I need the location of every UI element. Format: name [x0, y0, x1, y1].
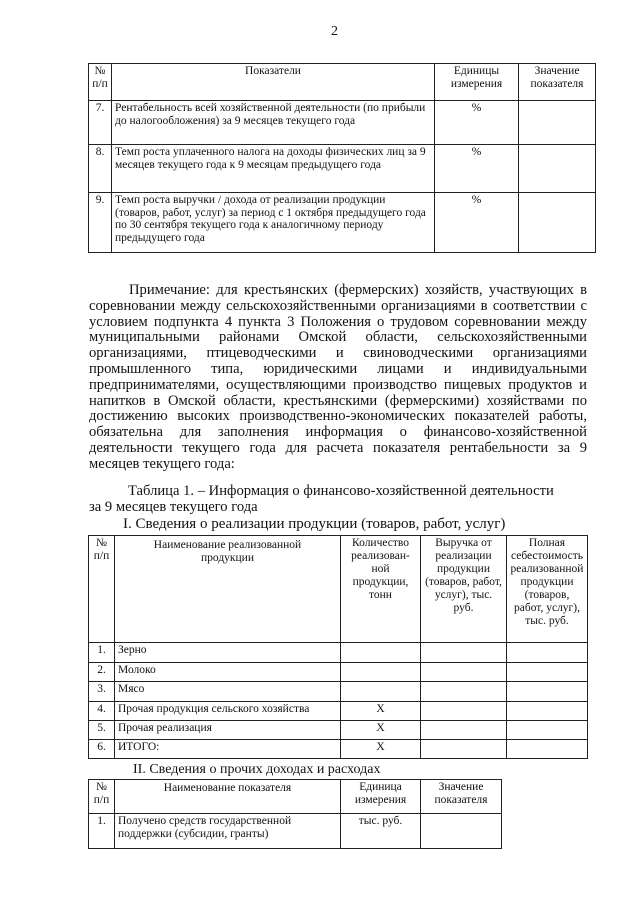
header-value: Значение показателя: [519, 64, 596, 101]
row-cost[interactable]: [507, 643, 588, 663]
table-row: [89, 101, 596, 145]
header-product-name: Наименование реализованной продукции: [115, 536, 341, 643]
row-quantity[interactable]: [341, 643, 421, 663]
row-value[interactable]: [421, 814, 502, 849]
page-number: 2: [331, 24, 338, 39]
header-cost: Полная себестоимость реализованной продукции (товаров, работ, услуг), тыс. руб.: [507, 536, 588, 643]
row-num: 8.: [89, 145, 112, 193]
note-text: Примечание: для крестьянских (фермерских) хозяйств, участвующих в соревновании между сельскохозяйственными организациями в соответствии с условием подпункта 4 пункта 3 Положения о трудовом соревновании между муниципальными районами Омской области, сельскохозяйственными организациями, птицеводческими и свиноводческими организациями промышленного типа, юридическими лицами и индивидуальными предпринимателями, осуществляющими производство пищевых продуктов и напитков в Омской области, крестьянскими (фермерскими) хозяйствами по достижению высоких производственно-экономических показателей работы, обязательна для заполнения информация о финансово-хозяйственной деятельности текущего года для расчета показателя рентабельности за 9 месяцев текущего года:: [89, 282, 587, 472]
section2-title: II. Сведения о прочих доходах и расходах: [133, 762, 381, 777]
sales-table: [88, 535, 588, 759]
row-indicator: Темп роста уплаченного налога на доходы физических лиц за 9 месяцев текущего года к 9 месяцам предыдущего года: [112, 145, 435, 193]
note-paragraph: [89, 283, 587, 473]
row-revenue[interactable]: [421, 643, 507, 663]
row-product: ИТОГО:: [115, 740, 341, 759]
table-row: [89, 643, 588, 663]
header-num: № п/п: [89, 536, 115, 643]
table-row: [89, 721, 588, 740]
other-income-table: [88, 779, 502, 849]
table-row: [89, 814, 502, 849]
row-num: 4.: [89, 702, 115, 721]
table-row: [89, 663, 588, 682]
row-num: 9.: [89, 193, 112, 253]
row-revenue[interactable]: [421, 663, 507, 682]
row-product: Прочая реализация: [115, 721, 341, 740]
row-unit: %: [435, 193, 519, 253]
table-row: [89, 682, 588, 702]
row-unit: %: [435, 101, 519, 145]
row-revenue[interactable]: [421, 702, 507, 721]
row-quantity: Х: [341, 702, 421, 721]
row-indicator: Рентабельность всей хозяйственной деятельности (по прибыли до налогообложения) за 9 месяцев текущего года: [112, 101, 435, 145]
row-revenue[interactable]: [421, 682, 507, 702]
row-num: 1.: [89, 643, 115, 663]
row-cost[interactable]: [507, 682, 588, 702]
row-quantity: Х: [341, 721, 421, 740]
header-quantity: Количество реализован-ной продукции, тонн: [341, 536, 421, 643]
section1-title: I. Сведения о реализации продукции (товаров, работ, услуг): [123, 516, 506, 532]
header-revenue: Выручка от реализации продукции (товаров, работ, услуг), тыс. руб.: [421, 536, 507, 643]
row-cost[interactable]: [507, 721, 588, 740]
row-unit: %: [435, 145, 519, 193]
row-value[interactable]: [519, 193, 596, 253]
row-quantity[interactable]: [341, 682, 421, 702]
header-indicator: Показатели: [112, 64, 435, 101]
header-unit: Единица измерения: [341, 780, 421, 814]
row-cost[interactable]: [507, 663, 588, 682]
row-product: Прочая продукция сельского хозяйства: [115, 702, 341, 721]
row-num: 3.: [89, 682, 115, 702]
row-cost[interactable]: [507, 702, 588, 721]
row-revenue[interactable]: [421, 721, 507, 740]
row-num: 5.: [89, 721, 115, 740]
row-value[interactable]: [519, 145, 596, 193]
header-num: № п/п: [89, 780, 115, 814]
row-unit: тыс. руб.: [341, 814, 421, 849]
header-value: Значение показателя: [421, 780, 502, 814]
table1-caption-line1: Таблица 1. – Информация о финансово-хозяйственной деятельности: [128, 483, 554, 499]
row-indicator: Темп роста выручки / дохода от реализации продукции (товаров, работ, услуг) за период с 1 октября предыдущего года по 30 сентября текущего года к аналогичному периоду предыдущего года: [112, 193, 435, 253]
row-num: 1.: [89, 814, 115, 849]
row-num: 6.: [89, 740, 115, 759]
row-value[interactable]: [519, 101, 596, 145]
indicators-table: [88, 63, 596, 253]
row-cost[interactable]: [507, 740, 588, 759]
row-indicator: Получено средств государственной поддержки (субсидии, гранты): [115, 814, 341, 849]
header-indicator-name: Наименование показателя: [115, 780, 341, 814]
row-quantity[interactable]: [341, 663, 421, 682]
table1-caption-line2: за 9 месяцев текущего года: [89, 499, 258, 515]
row-revenue[interactable]: [421, 740, 507, 759]
table-row: [89, 193, 596, 253]
header-num: № п/п: [89, 64, 112, 101]
row-product: Зерно: [115, 643, 341, 663]
row-product: Мясо: [115, 682, 341, 702]
table-row: [89, 740, 588, 759]
table-row: [89, 702, 588, 721]
row-quantity: Х: [341, 740, 421, 759]
row-num: 2.: [89, 663, 115, 682]
table-row: [89, 145, 596, 193]
header-unit: Единицы измерения: [435, 64, 519, 101]
row-num: 7.: [89, 101, 112, 145]
row-product: Молоко: [115, 663, 341, 682]
